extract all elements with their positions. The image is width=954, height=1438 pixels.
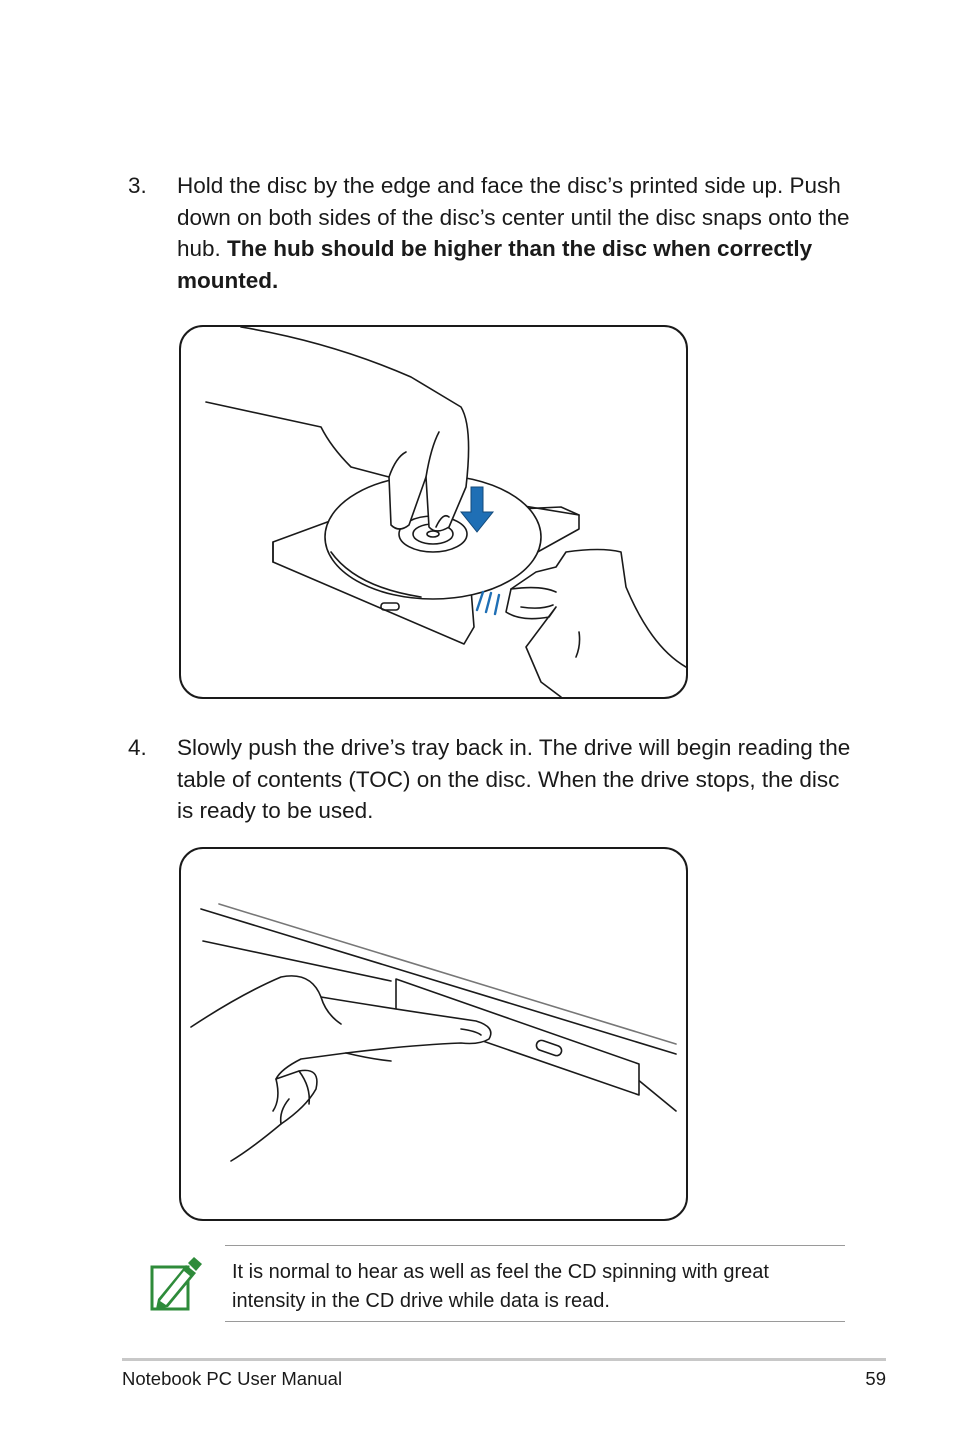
footer-title: Notebook PC User Manual <box>122 1368 343 1389</box>
figure-tray-close <box>179 847 688 1221</box>
note-bottom-rule <box>225 1321 845 1322</box>
step-text: Slowly push the drive’s tray back in. The drive will begin reading the table of contents (TOC) on the disc. When the drive stops, the disc is ready to be used. <box>177 735 851 823</box>
disc-mount-illustration <box>181 327 686 697</box>
page-number: 59 <box>865 1368 886 1389</box>
note-text: It is normal to hear as well as feel the CD spinning with great intensity in the CD drive while data is read. <box>232 1261 769 1312</box>
step-text-regular: Hold the disc by the edge and face the disc’s printed side up. Push down on both sides of the disc’s center until the disc snaps onto the hub. <box>177 173 850 261</box>
tray-close-illustration <box>181 849 686 1219</box>
footer-rule <box>122 1358 886 1361</box>
step-number: 3. <box>128 173 147 198</box>
step-text <box>177 170 857 296</box>
figure-disc-mount <box>179 325 688 699</box>
note-pencil-icon <box>150 1257 204 1313</box>
step-text-bold: The hub should be higher than the disc when correctly mounted. <box>177 236 813 293</box>
step-number: 4. <box>128 735 147 760</box>
note-top-rule <box>225 1245 845 1246</box>
